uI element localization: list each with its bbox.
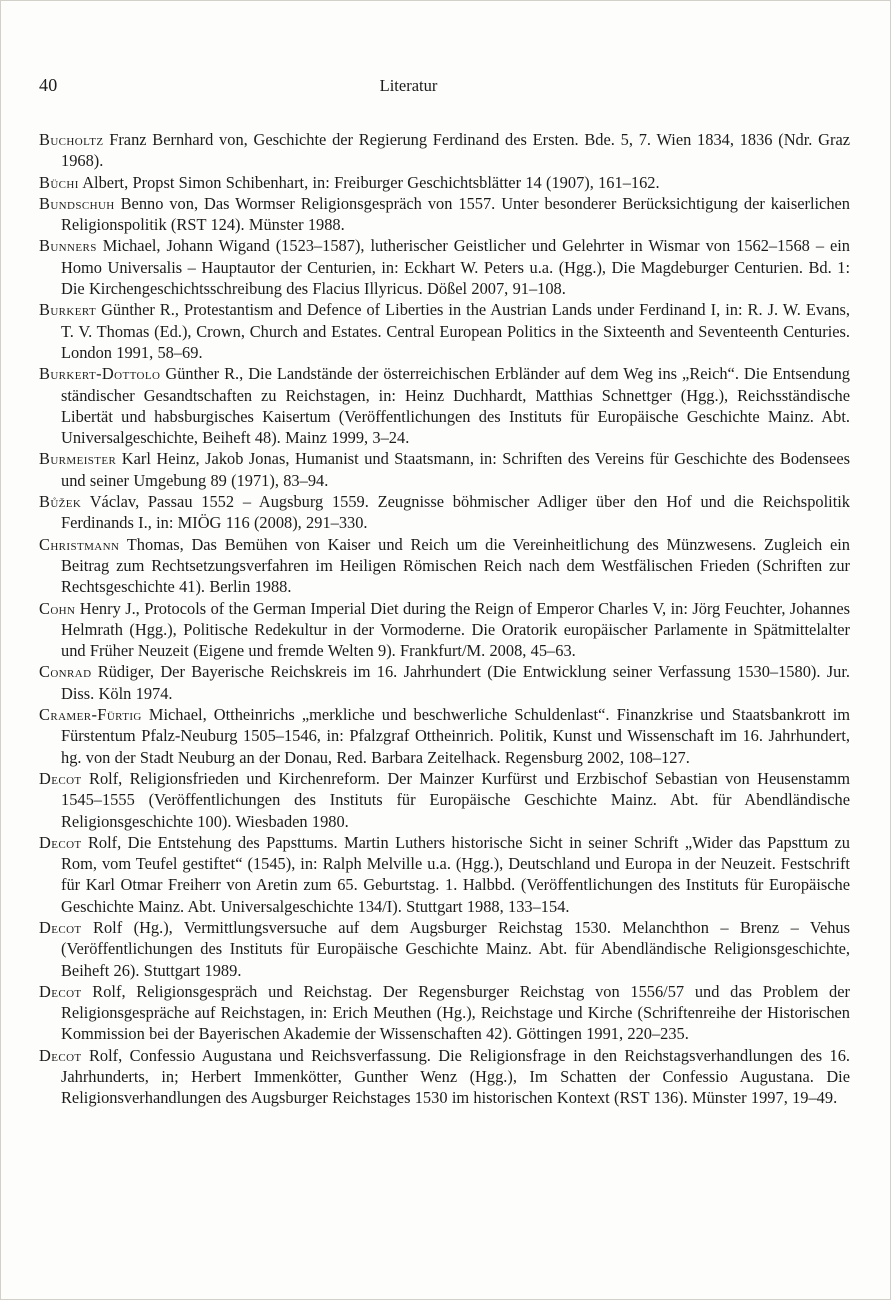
entry-text: Rolf, Confessio Augustana und Reichsverfassung. Die Religionsfrage in den Reichstagsverhandlungen des 16. Jahrhunderts, in; Herbert Immenkötter, Gunther Wenz (Hgg.), Im Schatten der Confessio Augustana. Die Religionsverhandlungen des Augsburger Reichstages 1530 im historischen Kontext (RST 136). Münster 1997, 19–49.	[61, 1045, 850, 1108]
entry-author: Christmann	[39, 534, 120, 554]
entry-author: Decot	[39, 768, 82, 788]
entry-author: Conrad	[39, 662, 92, 682]
bibliography-entry	[39, 193, 850, 236]
entry-text: Albert, Propst Simon Schibenhart, in: Freiburger Geschichtsblätter 14 (1907), 161–162.	[78, 172, 660, 192]
bibliography-entry	[39, 917, 850, 981]
entry-author: Decot	[39, 917, 82, 937]
entry-text: Rolf, Religionsfrieden und Kirchenreform. Der Mainzer Kurfürst und Erzbischof Sebastian von Heusenstamm 1545–1555 (Veröffentlichungen des Instituts für Europäische Geschichte Mainz. Abt. für Abendländische Religionsgeschichte 100). Wiesbaden 1980.	[61, 768, 850, 831]
entry-author: Büchi	[39, 172, 79, 192]
entry-author: Decot	[39, 832, 82, 852]
page-header	[39, 75, 850, 99]
bibliography-entry	[39, 832, 850, 917]
entry-text: Karl Heinz, Jakob Jonas, Humanist und Staatsmann, in: Schriften des Vereins für Geschichte des Bodensees und seiner Umgebung 89 (1971), 83–94.	[61, 449, 850, 490]
entry-author: Burkert-Dottolo	[39, 364, 161, 384]
bibliography-entry	[39, 363, 850, 448]
bibliography-entry	[39, 661, 850, 704]
bibliography-entry	[39, 981, 850, 1045]
entry-author: Bůžek	[39, 492, 82, 512]
entry-text: Günther R., Die Landstände der österreichischen Erbländer auf dem Weg ins „Reich“. Die Entsendung ständischer Gesandtschaften zu Reichstagen, in: Heinz Duchhardt, Matthias Schnettger (Hgg.), Reichsständische Libertät und habsburgisches Kaisertum (Veröffentlichungen des Instituts für Europäische Geschichte Mainz. Abt. Universalgeschichte, Beiheft 48). Mainz 1999, 3–24.	[61, 364, 850, 448]
bibliography-entry	[39, 534, 850, 598]
entry-author: Burmeister	[39, 449, 117, 469]
entry-text: Rolf (Hg.), Vermittlungsversuche auf dem Augsburger Reichstag 1530. Melanchthon – Brenz – Vehus (Veröffentlichungen des Instituts für Europäische Geschichte Mainz. Abt. für Abendländische Religionsgeschichte, Beiheft 26). Stuttgart 1989.	[61, 917, 850, 980]
bibliography-list	[39, 129, 850, 1109]
entry-author: Bunners	[39, 236, 97, 256]
entry-text: Rolf, Religionsgespräch und Reichstag. Der Regensburger Reichstag von 1556/57 und das Problem der Religionsgespräche auf Reichstagen, in: Erich Meuthen (Hg.), Reichstage und Kirche (Schriftenreihe der Historischen Kommission bei der Bayerischen Akademie der Wissenschaften 42). Göttingen 1991, 220–235.	[61, 981, 850, 1044]
entry-text: Václav, Passau 1552 – Augsburg 1559. Zeugnisse böhmischer Adliger über den Hof und die Reichspolitik Ferdinands I., in: MIÖG 116 (2008), 291–330.	[61, 492, 850, 533]
entry-author: Bucholtz	[39, 130, 104, 149]
page-number: 40	[39, 75, 58, 95]
entry-author: Decot	[39, 981, 82, 1001]
entry-text: Franz Bernhard von, Geschichte der Regierung Ferdinand des Ersten. Bde. 5, 7. Wien 1834, 1836 (Ndr. Graz 1968).	[61, 130, 850, 171]
bibliography-entry	[39, 598, 850, 662]
bibliography-entry	[39, 235, 850, 299]
entry-author: Cohn	[39, 598, 76, 618]
bibliography-entry	[39, 1045, 850, 1109]
bibliography-entry	[39, 704, 850, 768]
entry-text: Michael, Johann Wigand (1523–1587), lutherischer Geistlicher und Gelehrter in Wismar von 1562–1568 – ein Homo Universalis – Hauptautor der Centurien, in: Eckhart W. Peters u.a. (Hgg.), Die Magdeburger Centurien. Bd. 1: Die Kirchengeschichtsschreibung des Flacius Illyricus. Dößel 2007, 91–108.	[61, 236, 850, 299]
entry-author: Bundschuh	[39, 193, 115, 213]
bibliography-entry	[39, 129, 850, 172]
entry-text: Günther R., Protestantism and Defence of Liberties in the Austrian Lands under Ferdinand I, in: R. J. W. Evans, T. V. Thomas (Ed.), Crown, Church and Estates. Central European Politics in the Sixteenth and Seventeenth Centuries. London 1991, 58–69.	[61, 300, 850, 362]
entry-text: Thomas, Das Bemühen von Kaiser und Reich um die Vereinheitlichung des Münzwesens. Zugleich ein Beitrag zum Rechtsetzungsverfahren im Heiligen Römischen Reich nach dem Westfälischen Frieden (Schriften zur Rechtsgeschichte 41). Berlin 1988.	[61, 534, 850, 597]
entry-author: Decot	[39, 1045, 82, 1065]
entry-text: Michael, Ottheinrichs „merkliche und beschwerliche Schuldenlast“. Finanzkrise und Staatsbankrott im Fürstentum Pfalz-Neuburg 1505–1546, in: Pfalzgraf Ottheinrich. Politik, Kunst und Wissenschaft im 16. Jahrhundert, hg. von der Stadt Neuburg an der Donau, Red. Barbara Zeitelhack. Regensburg 2002, 108–127.	[61, 705, 850, 767]
entry-text: Henry J., Protocols of the German Imperial Diet during the Reign of Emperor Charles V, in: Jörg Feuchter, Johannes Helmrath (Hgg.), Politische Redekultur in der Vormoderne. Die Oratorik europäischer Parlamente in Spätmittelalter und Früher Neuzeit (Eigene und fremde Welten 9). Frankfurt/M. 2008, 45–63.	[61, 598, 850, 661]
entry-text: Rüdiger, Der Bayerische Reichskreis im 16. Jahrhundert (Die Entwicklung seiner Verfassung 1530–1580). Jur. Diss. Köln 1974.	[61, 662, 850, 703]
bibliography-entry	[39, 448, 850, 491]
entry-text: Benno von, Das Wormser Religionsgespräch von 1557. Unter besonderer Berücksichtigung der kaiserlichen Religionspolitik (RST 124). Münster 1988.	[61, 193, 850, 235]
bibliography-entry	[39, 768, 850, 832]
entry-author: Cramer-Fürtig	[39, 705, 142, 725]
running-title: Literatur	[379, 76, 438, 95]
bibliography-entry	[39, 172, 850, 193]
bibliography-entry	[39, 491, 850, 534]
bibliography-entry	[39, 299, 850, 363]
entry-text: Rolf, Die Entstehung des Papsttums. Martin Luthers historische Sicht in seiner Schrift „Wider das Papsttum zu Rom, vom Teufel gestiftet“ (1545), in: Ralph Melville u.a. (Hgg.), Deutschland und Europa in der Neuzeit. Festschrift für Karl Otmar Freiherr von Aretin zum 65. Geburtstag. 1. Halbbd. (Veröffentlichungen des Instituts für Europäische Geschichte Mainz. Abt. Universalgeschichte 134/I). Stuttgart 1988, 133–154.	[61, 832, 850, 916]
entry-author: Burkert	[39, 300, 97, 320]
